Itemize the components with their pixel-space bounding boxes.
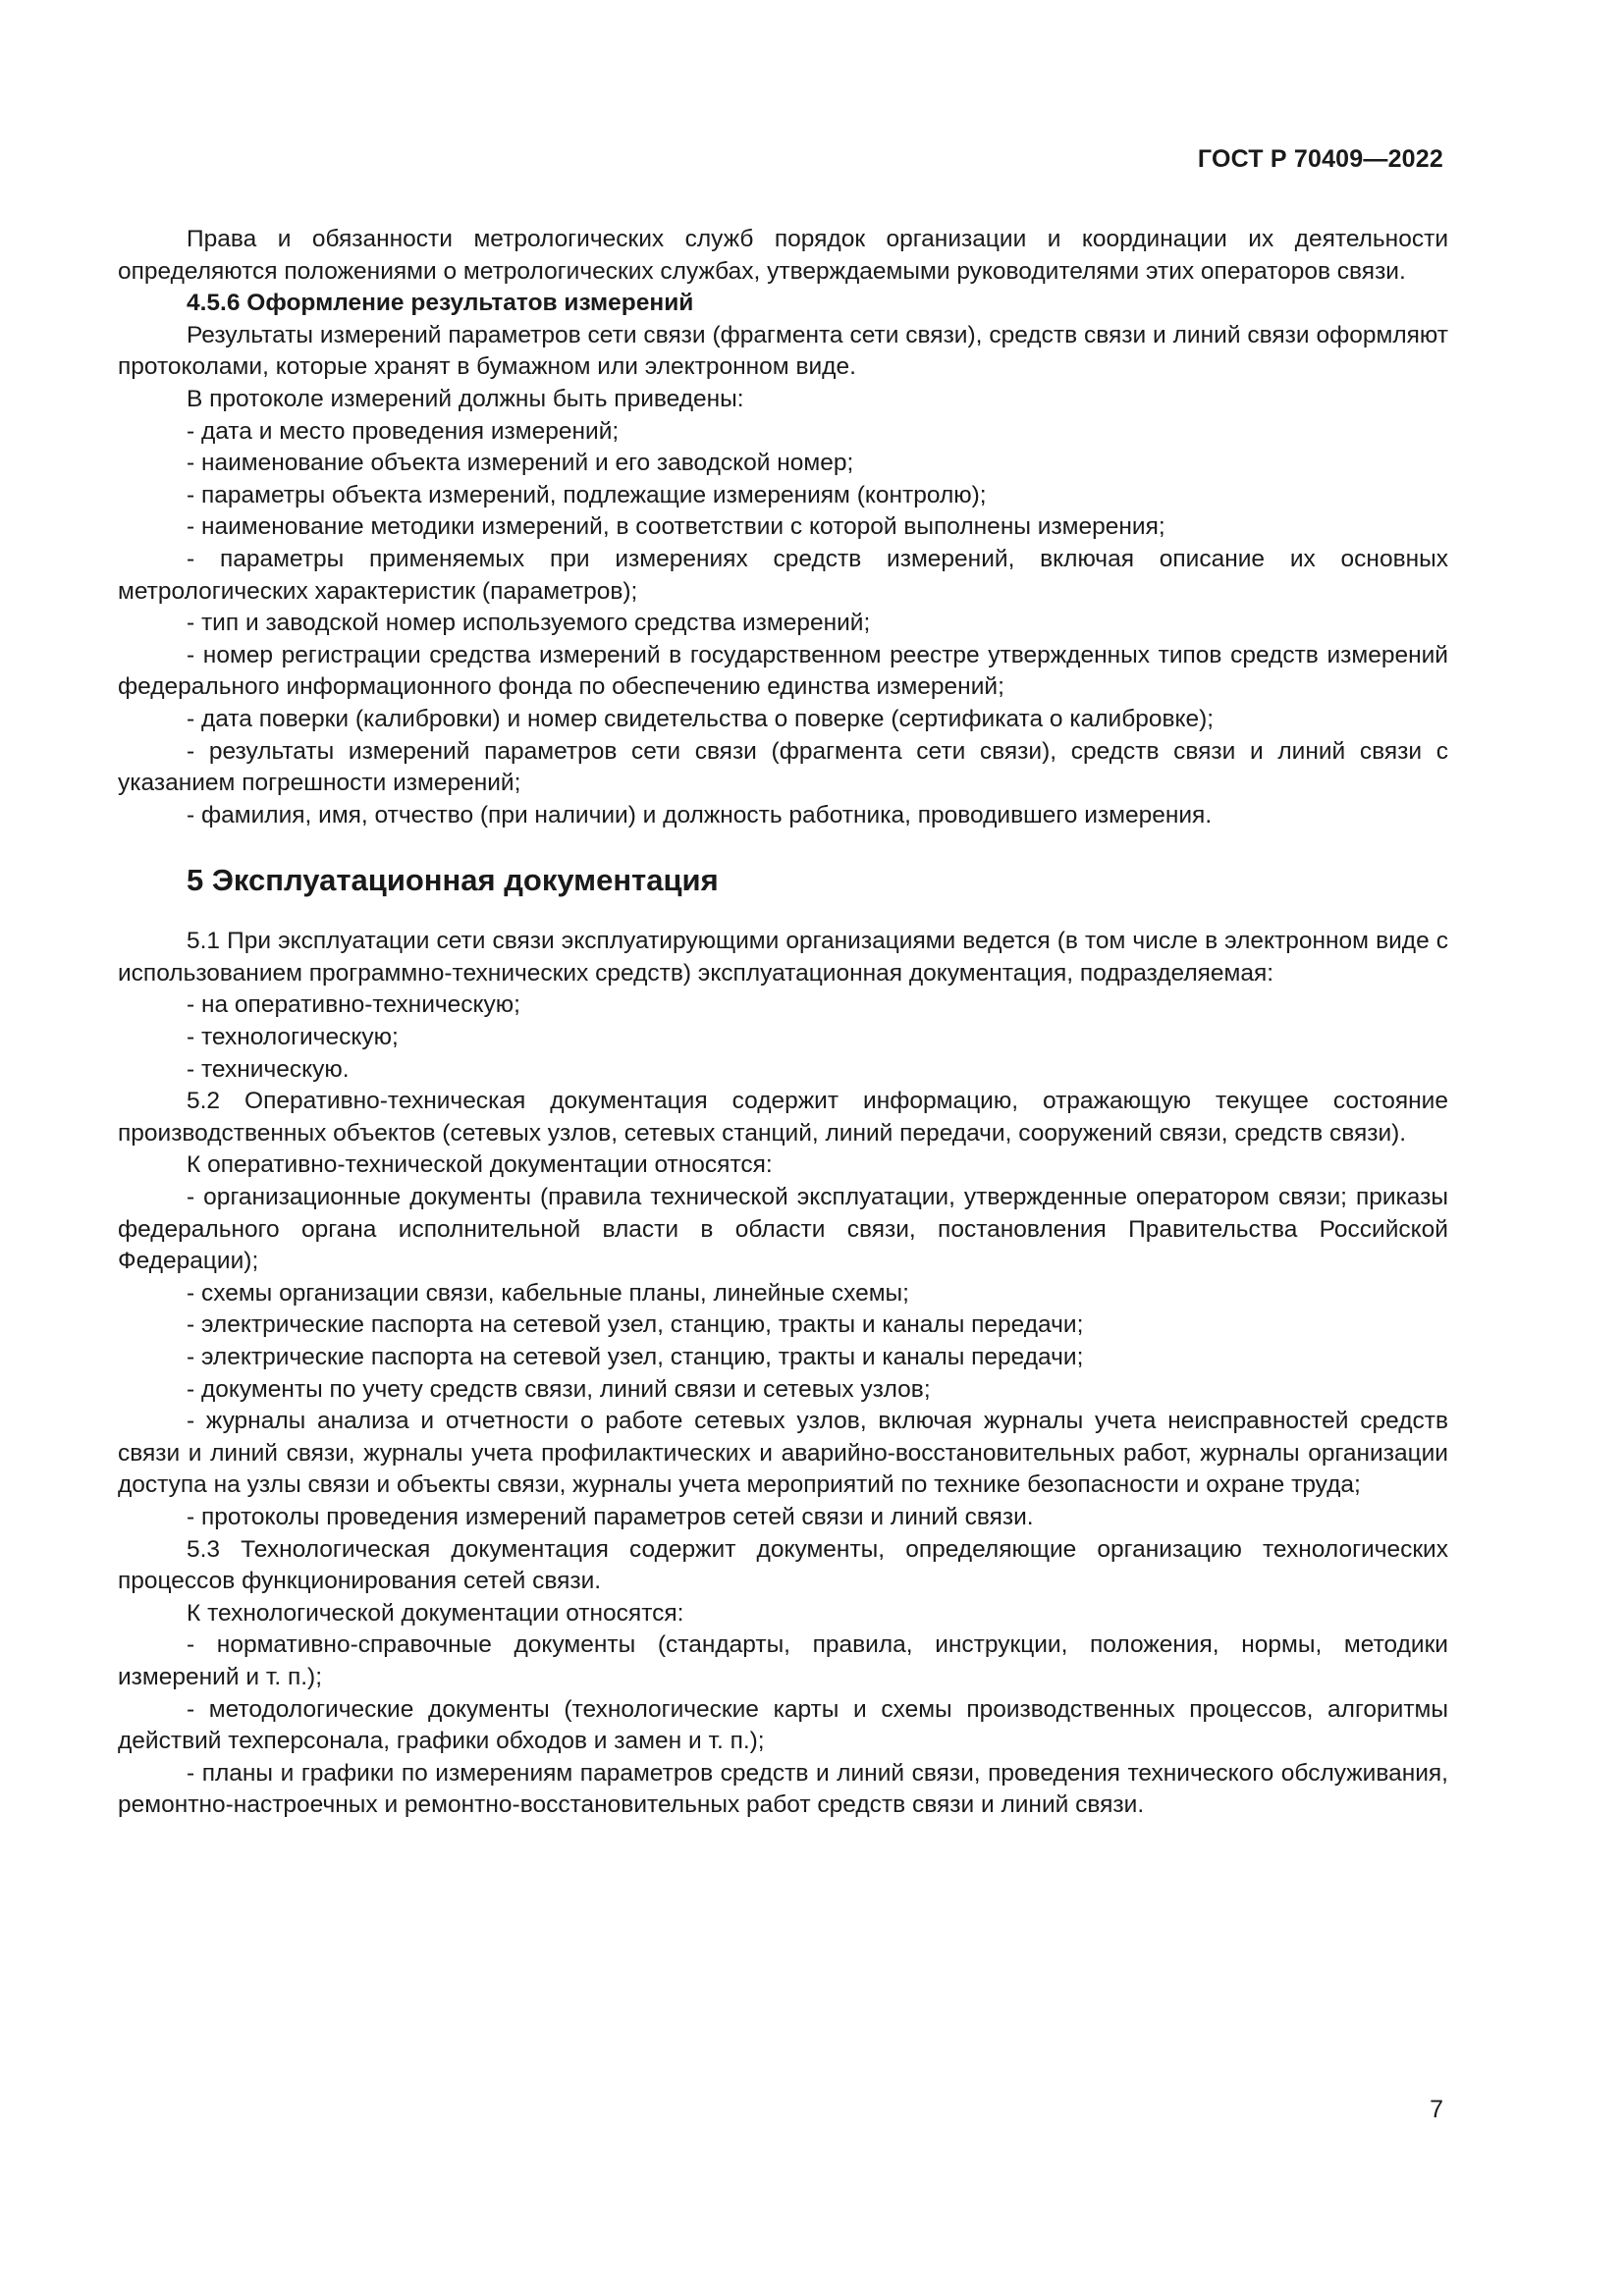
operational-docs-lead: К оперативно-технической документации относятся: [187,1151,773,1179]
protocol-list-item: - параметры применяемых при измерениях средств измерений, включая описание их основных метрологических характеристик (параметров); [118,545,1448,605]
protocol-list-item: - результаты измерений параметров сети связи (фрагмента сети связи), средств связи и линий связи с указанием погрешности измерений; [118,737,1448,797]
measurement-results-paragraph: Результаты измерений параметров сети связи (фрагмента сети связи), средств связи и линий связи оформляют протоколами, которые хранят в бумажном или электронном виде. [118,321,1448,381]
document-code-header: ГОСТ Р 70409—2022 [1197,145,1443,173]
protocol-list-item: - фамилия, имя, отчество (при наличии) и должность работника, проводившего измерения. [187,801,1213,828]
paragraph-5-2: 5.2 Оперативно-техническая документация содержит информацию, отражающую текущее состояние производственных объектов (сетевых узлов, сетевых станций, линий передачи, сооружений связи, средств связи). [118,1088,1448,1147]
paragraph-5-1: 5.1 При эксплуатации сети связи эксплуатирующими организациями ведется (в том числе в электронном виде с использованием программно-технических средств) эксплуатационная документация, подразделяемая: [118,928,1448,987]
protocol-list-item: - наименование объекта измерений и его заводской номер; [187,450,854,477]
protocol-list-item: - параметры объекта измерений, подлежащие измерениям (контролю); [187,481,987,508]
operational-doc-list-item: - электрические паспорта на сетевой узел, станцию, тракты и каналы передачи; [187,1344,1084,1370]
technological-doc-list-item: - методологические документы (технологические карты и схемы производственных процессов, алгоритмы действий техперсонала, графики обходов и замен и т. п.); [118,1695,1448,1755]
protocol-lead-paragraph: В протоколе измерений должны быть приведены: [187,385,744,412]
protocol-list-item: - наименование методики измерений, в соответствии с которой выполнены измерения; [187,513,1165,541]
operational-doc-list-item: - электрические паспорта на сетевой узел, станцию, тракты и каналы передачи; [187,1311,1084,1339]
page-number: 7 [1430,2096,1443,2123]
operational-doc-list-item: - организационные документы (правила технической эксплуатации, утвержденные оператором связи; приказы федерального органа исполнительной власти в области связи, постановления Правительства Российской Федерации); [118,1184,1448,1275]
protocol-list-item: - тип и заводской номер используемого средства измерений; [187,610,871,637]
operational-doc-list-item: - схемы организации связи, кабельные планы, линейные схемы; [187,1279,909,1307]
subsection-heading-4-5-6: 4.5.6 Оформление результатов измерений [187,290,694,317]
operational-doc-list-item: - журналы анализа и отчетности о работе сетевых узлов, включая журналы учета неисправностей средств связи и линий связи, журналы учета профилактических и аварийно-восстановительных работ, журналы организации доступа на узлы связи и объекты связи, журналы учета мероприятий по технике безопасности и охране труда; [118,1408,1448,1499]
protocol-list-item: - дата и место проведения измерений; [187,417,620,445]
protocol-list-item: - дата поверки (калибровки) и номер свидетельства о поверке (сертификата о калибровке); [187,705,1215,732]
paragraph-5-3: 5.3 Технологическая документация содержит документы, определяющие организацию технологических процессов функционирования сетей связи. [118,1535,1448,1595]
technological-doc-list-item: - нормативно-справочные документы (стандарты, правила, инструкции, положения, нормы, методики измерений и т. п.); [118,1631,1448,1690]
technological-doc-list-item: - планы и графики по измерениям параметров средств и линий связи, проведения технического обслуживания, ремонтно-настроечных и ремонтно-восстановительных работ средств связи и линий связи. [118,1759,1448,1819]
doc-type-list-item: - технологическую; [187,1024,399,1051]
doc-type-list-item: - на оперативно-техническую; [187,991,520,1019]
metrology-services-paragraph: Права и обязанности метрологических служб порядок организации и координации их деятельности определяются положениями о метрологических службах, утверждаемыми руководителями этих операторов связи. [118,226,1448,285]
doc-type-list-item: - техническую. [187,1055,350,1083]
operational-doc-list-item: - документы по учету средств связи, линий связи и сетевых узлов; [187,1375,931,1403]
technological-docs-lead: К технологической документации относятся: [187,1599,684,1627]
operational-doc-list-item: - протоколы проведения измерений параметров сетей связи и линий связи. [187,1503,1034,1530]
section-heading-5: 5 Эксплуатационная документация [187,863,719,898]
protocol-list-item: - номер регистрации средства измерений в государственном реестре утвержденных типов средств измерений федерального информационного фонда по обеспечению единства измерений; [118,641,1448,701]
document-body [118,224,1448,1822]
